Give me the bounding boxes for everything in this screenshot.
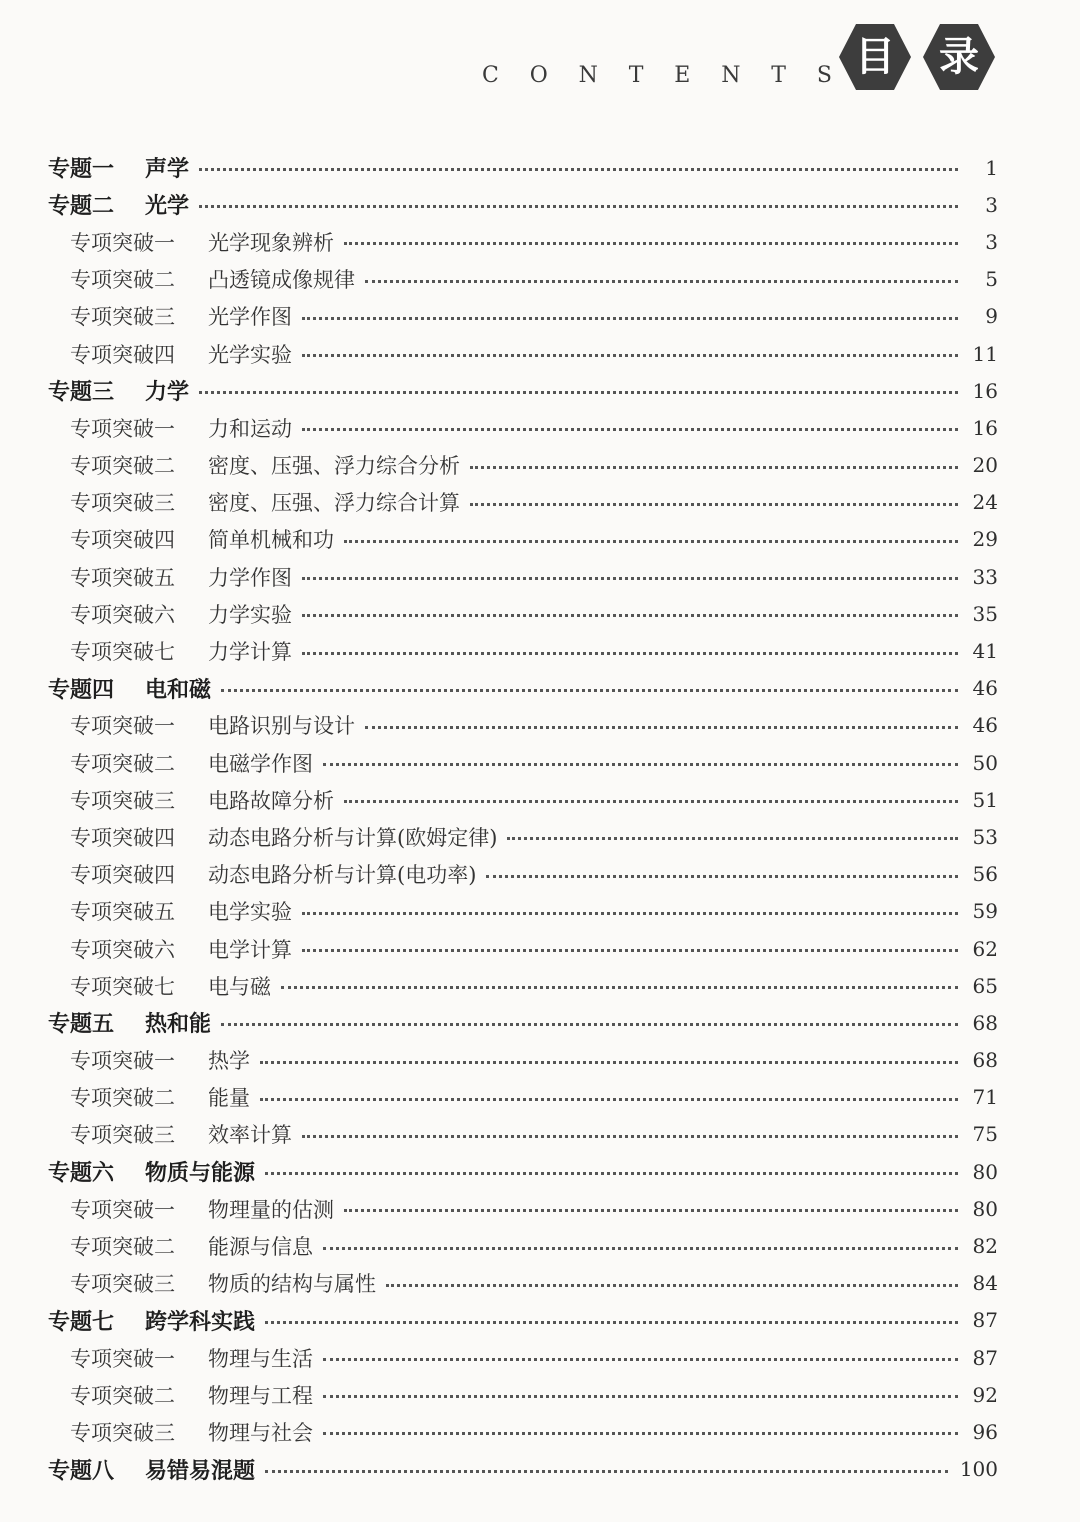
toc-title: 凸透镜成像规律: [208, 268, 355, 293]
dot-leader: [199, 205, 958, 208]
toc-title: 光学现象辨析: [208, 230, 334, 255]
dot-leader: [344, 800, 958, 803]
toc-subtopic-row: [0, 298, 1080, 335]
toc-topic-row: [0, 1451, 1080, 1488]
toc-page-number: 9: [985, 304, 998, 329]
dot-leader: [470, 466, 958, 469]
toc-subtopic-row: [0, 1376, 1080, 1413]
toc-title: 物质的结构与属性: [208, 1272, 376, 1297]
dot-leader: [302, 354, 958, 357]
toc-label: 专项突破一: [70, 1049, 175, 1074]
toc-page-number: 50: [972, 750, 998, 775]
toc-title: 电和磁: [145, 677, 212, 703]
dot-leader: [302, 614, 958, 617]
toc-subtopic-row: [0, 335, 1080, 372]
toc-page-number: 80: [972, 1159, 998, 1184]
toc-title: 物理与生活: [208, 1346, 313, 1371]
toc-page-number: 3: [985, 229, 998, 254]
toc-subtopic-row: [0, 1413, 1080, 1450]
toc-label: 专项突破二: [70, 751, 175, 776]
toc-title: 光学作图: [208, 305, 292, 330]
toc-label: 专项突破二: [70, 1086, 175, 1111]
toc-label: 专项突破一: [70, 416, 175, 441]
toc-page-number: 71: [972, 1085, 998, 1110]
toc-title: 物质与能源: [145, 1161, 256, 1187]
toc-page-number: 87: [972, 1308, 998, 1333]
toc-title: 声学: [145, 157, 190, 183]
toc-page-number: 100: [959, 1457, 998, 1482]
toc-label: 专项突破四: [70, 528, 175, 553]
toc-page-number: 80: [972, 1196, 998, 1221]
dot-leader: [302, 428, 958, 431]
toc-subtopic-row: [0, 1339, 1080, 1376]
toc-title: 热学: [208, 1049, 250, 1074]
toc-subtopic-row: [0, 521, 1080, 558]
toc-page-number: 3: [985, 192, 998, 217]
toc-label: 专项突破二: [70, 1383, 175, 1408]
toc-title: 力学作图: [208, 565, 292, 590]
dot-leader: [199, 168, 958, 171]
toc-title: 动态电路分析与计算(电功率): [208, 863, 477, 888]
dot-leader: [302, 912, 958, 915]
dot-leader: [265, 1172, 958, 1175]
toc-page-number: 87: [972, 1345, 998, 1370]
dot-leader: [344, 540, 958, 543]
contents-heading: [482, 64, 832, 88]
toc-label: 专题六: [48, 1161, 115, 1187]
dot-leader: [365, 726, 958, 729]
dot-leader: [302, 317, 958, 320]
toc-subtopic-row: [0, 1227, 1080, 1264]
toc-page-number: 11: [972, 341, 998, 366]
contents-letter: T: [628, 63, 644, 88]
dot-leader: [344, 1209, 958, 1212]
toc-label: 专项突破五: [70, 900, 175, 925]
toc-title: 物理与社会: [208, 1420, 313, 1445]
toc-page-number: 41: [972, 639, 998, 664]
toc-title: 热和能: [145, 1012, 212, 1038]
toc-label: 专项突破一: [70, 714, 175, 739]
toc-label: 专项突破二: [70, 454, 175, 479]
page-header: [0, 22, 1080, 102]
dot-leader: [199, 391, 958, 394]
toc-title: 力学实验: [208, 602, 292, 627]
toc-page-number: 24: [972, 490, 998, 515]
toc-label: 专项突破一: [70, 1197, 175, 1222]
toc-page-number: 16: [972, 378, 998, 403]
dot-leader: [507, 837, 958, 840]
toc-page-number: 92: [972, 1382, 998, 1407]
toc-page-number: 20: [972, 453, 998, 478]
toc-subtopic-row: [0, 223, 1080, 260]
toc-title: 力学计算: [208, 640, 292, 665]
toc-title: 能量: [208, 1086, 250, 1111]
toc-page-number: 5: [985, 267, 998, 292]
toc-label: 专题三: [48, 380, 115, 406]
toc-title: 动态电路分析与计算(欧姆定律): [208, 825, 498, 850]
contents-letter: N: [578, 63, 598, 88]
toc-title: 密度、压强、浮力综合分析: [208, 454, 460, 479]
toc-title: 物理量的估测: [208, 1197, 334, 1222]
dot-leader: [302, 652, 958, 655]
toc-page-number: 29: [972, 527, 998, 552]
toc-title: 力和运动: [208, 416, 292, 441]
toc-topic-row: [0, 149, 1080, 186]
toc-label: 专项突破七: [70, 974, 175, 999]
toc-label: 专项突破三: [70, 305, 175, 330]
toc-title: 效率计算: [208, 1123, 292, 1148]
toc-subtopic-row: [0, 1079, 1080, 1116]
dot-leader: [302, 1135, 958, 1138]
toc-topic-row: [0, 1153, 1080, 1190]
toc-label: 专项突破一: [70, 230, 175, 255]
contents-letter: E: [674, 63, 691, 88]
toc-subtopic-row: [0, 447, 1080, 484]
toc-title: 物理与工程: [208, 1383, 313, 1408]
toc-page-number: 46: [972, 676, 998, 701]
toc-topic-row: [0, 186, 1080, 223]
dot-leader: [323, 1395, 958, 1398]
toc-label: 专项突破七: [70, 640, 175, 665]
hex-badge-lu: [922, 22, 996, 92]
toc-subtopic-row: [0, 1042, 1080, 1079]
dot-leader: [470, 503, 958, 506]
toc-label: 专题八: [48, 1458, 115, 1484]
toc-subtopic-row: [0, 558, 1080, 595]
dot-leader: [302, 949, 958, 952]
dot-leader: [302, 577, 958, 580]
toc-topic-row: [0, 1004, 1080, 1041]
toc-topic-row: [0, 372, 1080, 409]
toc-title: 易错易混题: [145, 1458, 256, 1484]
toc-subtopic-row: [0, 893, 1080, 930]
toc-page-number: 62: [972, 936, 998, 961]
dot-leader: [265, 1470, 948, 1473]
dot-leader: [323, 1432, 958, 1435]
table-of-contents: [0, 149, 1080, 1488]
dot-leader: [344, 242, 958, 245]
toc-subtopic-row: [0, 1265, 1080, 1302]
toc-page-number: 35: [972, 601, 998, 626]
toc-label: 专项突破一: [70, 1346, 175, 1371]
toc-label: 专项突破四: [70, 342, 175, 367]
toc-page-number: 96: [972, 1419, 998, 1444]
dot-leader: [365, 280, 958, 283]
toc-page-number: 59: [972, 899, 998, 924]
toc-title: 电磁学作图: [208, 751, 313, 776]
toc-subtopic-row: [0, 856, 1080, 893]
toc-label: 专项突破二: [70, 1235, 175, 1260]
toc-title: 密度、压强、浮力综合计算: [208, 491, 460, 516]
toc-label: 专项突破三: [70, 1123, 175, 1148]
toc-page-number: 82: [972, 1234, 998, 1259]
toc-page-number: 46: [972, 713, 998, 738]
toc-title: 光学实验: [208, 342, 292, 367]
toc-label: 专题一: [48, 157, 115, 183]
toc-title: 光学: [145, 194, 190, 220]
toc-page-number: 33: [972, 564, 998, 589]
contents-letter: N: [721, 63, 741, 88]
toc-title: 电路故障分析: [208, 788, 334, 813]
contents-letter: S: [816, 63, 832, 88]
dot-leader: [265, 1321, 958, 1324]
toc-title: 电与磁: [208, 974, 271, 999]
toc-subtopic-row: [0, 781, 1080, 818]
hex-char: 目: [855, 34, 895, 80]
toc-page-number: 75: [972, 1122, 998, 1147]
toc-label: 专题二: [48, 194, 115, 220]
toc-label: 专项突破四: [70, 863, 175, 888]
toc-page-number: 53: [972, 824, 998, 849]
contents-letter: T: [771, 63, 786, 88]
toc-subtopic-row: [0, 1116, 1080, 1153]
toc-label: 专项突破六: [70, 937, 175, 962]
toc-label: 专题五: [48, 1012, 115, 1038]
toc-subtopic-row: [0, 707, 1080, 744]
toc-page-number: 56: [972, 862, 998, 887]
toc-label: 专项突破三: [70, 491, 175, 516]
toc-page-number: 1: [985, 155, 998, 180]
toc-label: 专题四: [48, 677, 115, 703]
toc-subtopic-row: [0, 409, 1080, 446]
dot-leader: [323, 1247, 958, 1250]
toc-page-number: 68: [972, 1048, 998, 1073]
contents-letter: C: [482, 63, 499, 88]
dot-leader: [386, 1284, 958, 1287]
toc-title: 能源与信息: [208, 1235, 313, 1260]
dot-leader: [323, 1358, 958, 1361]
toc-subtopic-row: [0, 261, 1080, 298]
toc-title: 电学实验: [208, 900, 292, 925]
dot-leader: [221, 689, 958, 692]
hex-badge-mu: [838, 22, 912, 92]
toc-page-number: 84: [972, 1271, 998, 1296]
toc-label: 专项突破二: [70, 268, 175, 293]
toc-topic-row: [0, 670, 1080, 707]
toc-page-number: 51: [972, 787, 998, 812]
toc-subtopic-row: [0, 1190, 1080, 1227]
toc-title: 力学: [145, 380, 190, 406]
contents-letter: O: [529, 63, 548, 88]
toc-label: 专项突破三: [70, 788, 175, 813]
toc-page-number: 65: [972, 973, 998, 998]
hex-char: 录: [939, 34, 979, 80]
toc-subtopic-row: [0, 595, 1080, 632]
toc-title: 电学计算: [208, 937, 292, 962]
toc-subtopic-row: [0, 744, 1080, 781]
dot-leader: [260, 1061, 958, 1064]
toc-label: 专项突破五: [70, 565, 175, 590]
toc-title: 电路识别与设计: [208, 714, 355, 739]
dot-leader: [486, 875, 958, 878]
toc-label: 专项突破三: [70, 1420, 175, 1445]
toc-label: 专项突破六: [70, 602, 175, 627]
toc-title: 跨学科实践: [145, 1309, 256, 1335]
dot-leader: [221, 1023, 958, 1026]
dot-leader: [323, 763, 958, 766]
toc-page-number: 68: [972, 1010, 998, 1035]
toc-page-number: 16: [972, 415, 998, 440]
toc-subtopic-row: [0, 818, 1080, 855]
toc-title: 简单机械和功: [208, 528, 334, 553]
toc-subtopic-row: [0, 632, 1080, 669]
dot-leader: [281, 986, 958, 989]
toc-topic-row: [0, 1302, 1080, 1339]
toc-subtopic-row: [0, 930, 1080, 967]
toc-label: 专项突破三: [70, 1272, 175, 1297]
dot-leader: [260, 1098, 958, 1101]
toc-subtopic-row: [0, 484, 1080, 521]
toc-label: 专项突破四: [70, 825, 175, 850]
toc-subtopic-row: [0, 967, 1080, 1004]
toc-label: 专题七: [48, 1309, 115, 1335]
